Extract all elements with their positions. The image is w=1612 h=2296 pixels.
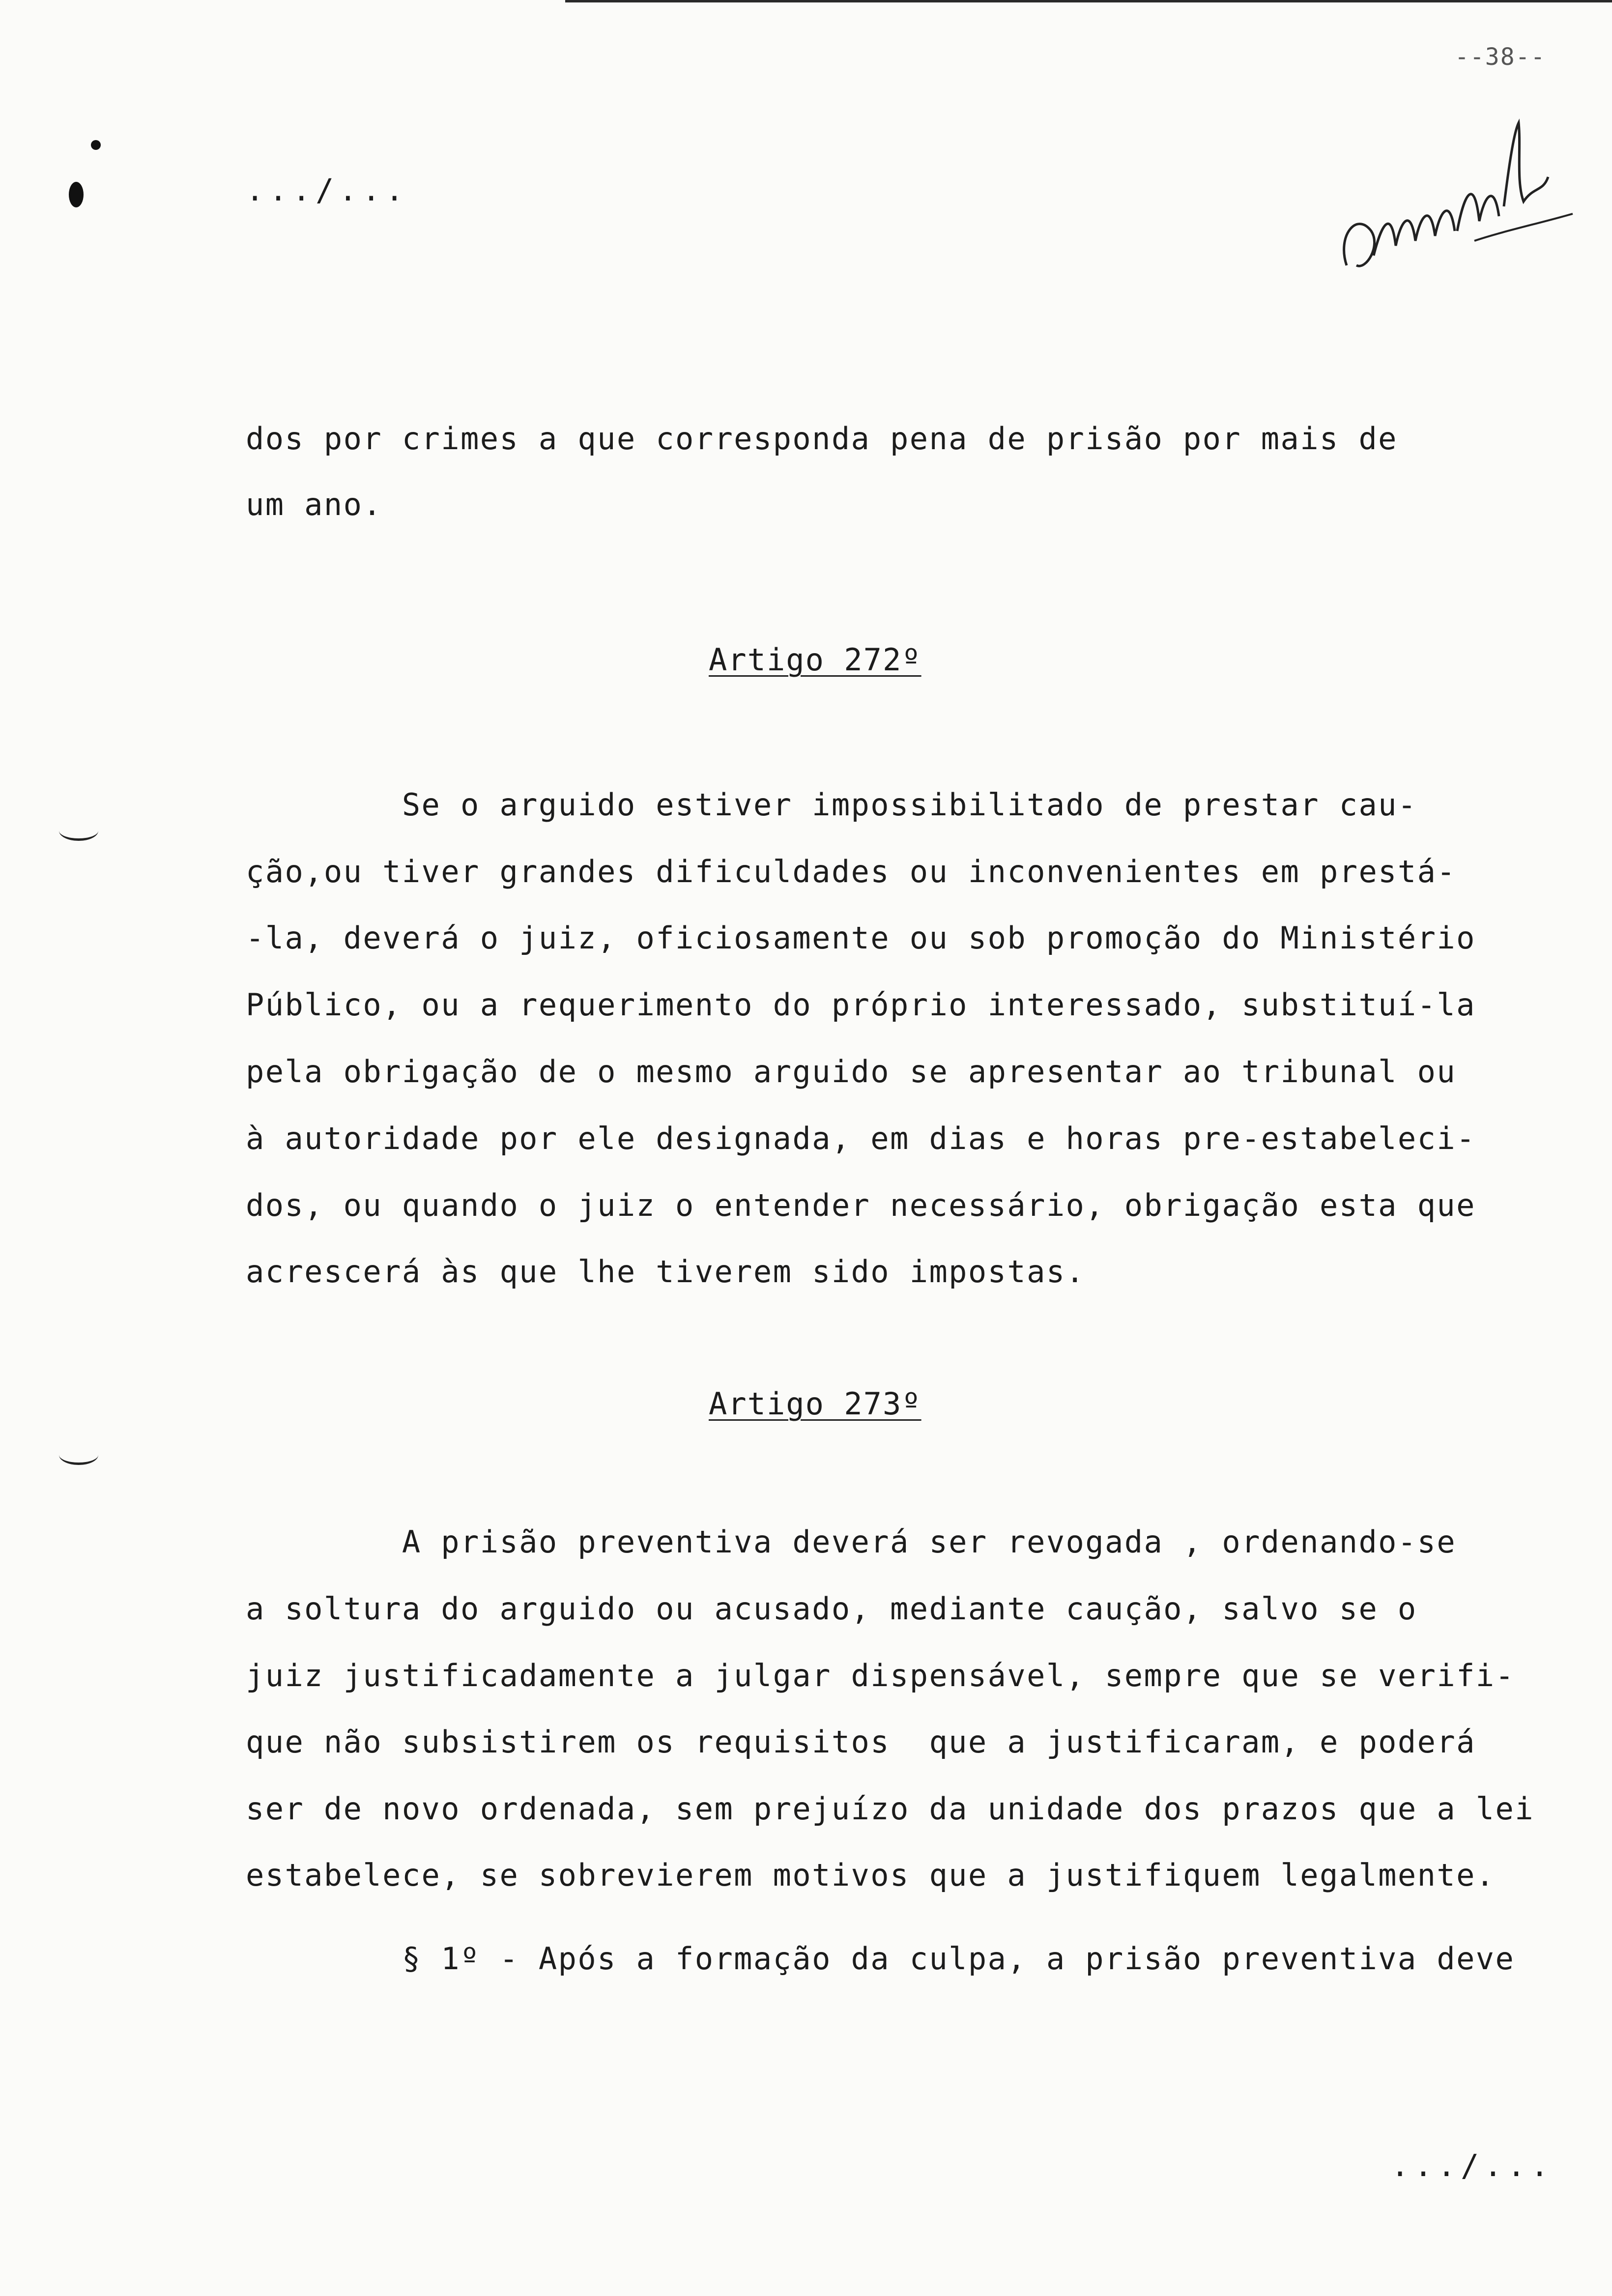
text-line: à autoridade por ele designada, em dias e horas pre-estabeleci- (246, 1120, 1476, 1156)
margin-arc-mark (59, 821, 98, 841)
page-number: --38-- (1455, 43, 1546, 71)
text-line: Público, ou a requerimento do próprio interessado, substituí-la (246, 987, 1476, 1023)
text-line: pela obrigação de o mesmo arguido se apresentar ao tribunal ou (246, 1054, 1457, 1090)
text-line: estabelece, se sobrevierem motivos que a justifiquem legalmente. (246, 1857, 1496, 1893)
top-border-line (565, 0, 1612, 2)
text-line: § 1º - Após a formação da culpa, a prisão preventiva deve (246, 1941, 1515, 1977)
text-line: dos, ou quando o juiz o entender necessário, obrigação esta que (246, 1187, 1476, 1223)
text-line: juiz justificadamente a julgar dispensável, sempre que se verifi- (246, 1658, 1515, 1693)
text-line: dos por crimes a que corresponda pena de prisão por mais de (246, 421, 1398, 457)
margin-arc-mark (59, 1445, 98, 1465)
text-line: ser de novo ordenada, sem prejuízo da unidade dos prazos que a lei (246, 1791, 1534, 1827)
margin-dot (69, 182, 84, 207)
continuation-marker-top: .../... (246, 172, 409, 208)
text-line: acrescerá às que lhe tiverem sido impostas. (246, 1254, 1086, 1290)
margin-dot (91, 140, 101, 150)
text-line: a soltura do arguido ou acusado, mediante caução, salvo se o (246, 1591, 1417, 1627)
text-line: um ano. (246, 487, 383, 522)
article-heading: Artigo 273º (709, 1386, 921, 1422)
handwritten-signature (1327, 108, 1583, 285)
article-heading: Artigo 272º (709, 642, 921, 678)
text-line: ção,ou tiver grandes dificuldades ou inconvenientes em prestá- (246, 854, 1457, 890)
continuation-marker-bottom: .../... (1391, 2148, 1554, 2183)
text-line: Se o arguido estiver impossibilitado de prestar cau- (246, 787, 1417, 823)
text-line: A prisão preventiva deverá ser revogada , ordenando-se (246, 1524, 1457, 1560)
text-line: -la, deverá o juiz, oficiosamente ou sob promoção do Ministério (246, 920, 1476, 956)
text-line: que não subsistirem os requisitos que a justificaram, e poderá (246, 1724, 1476, 1760)
